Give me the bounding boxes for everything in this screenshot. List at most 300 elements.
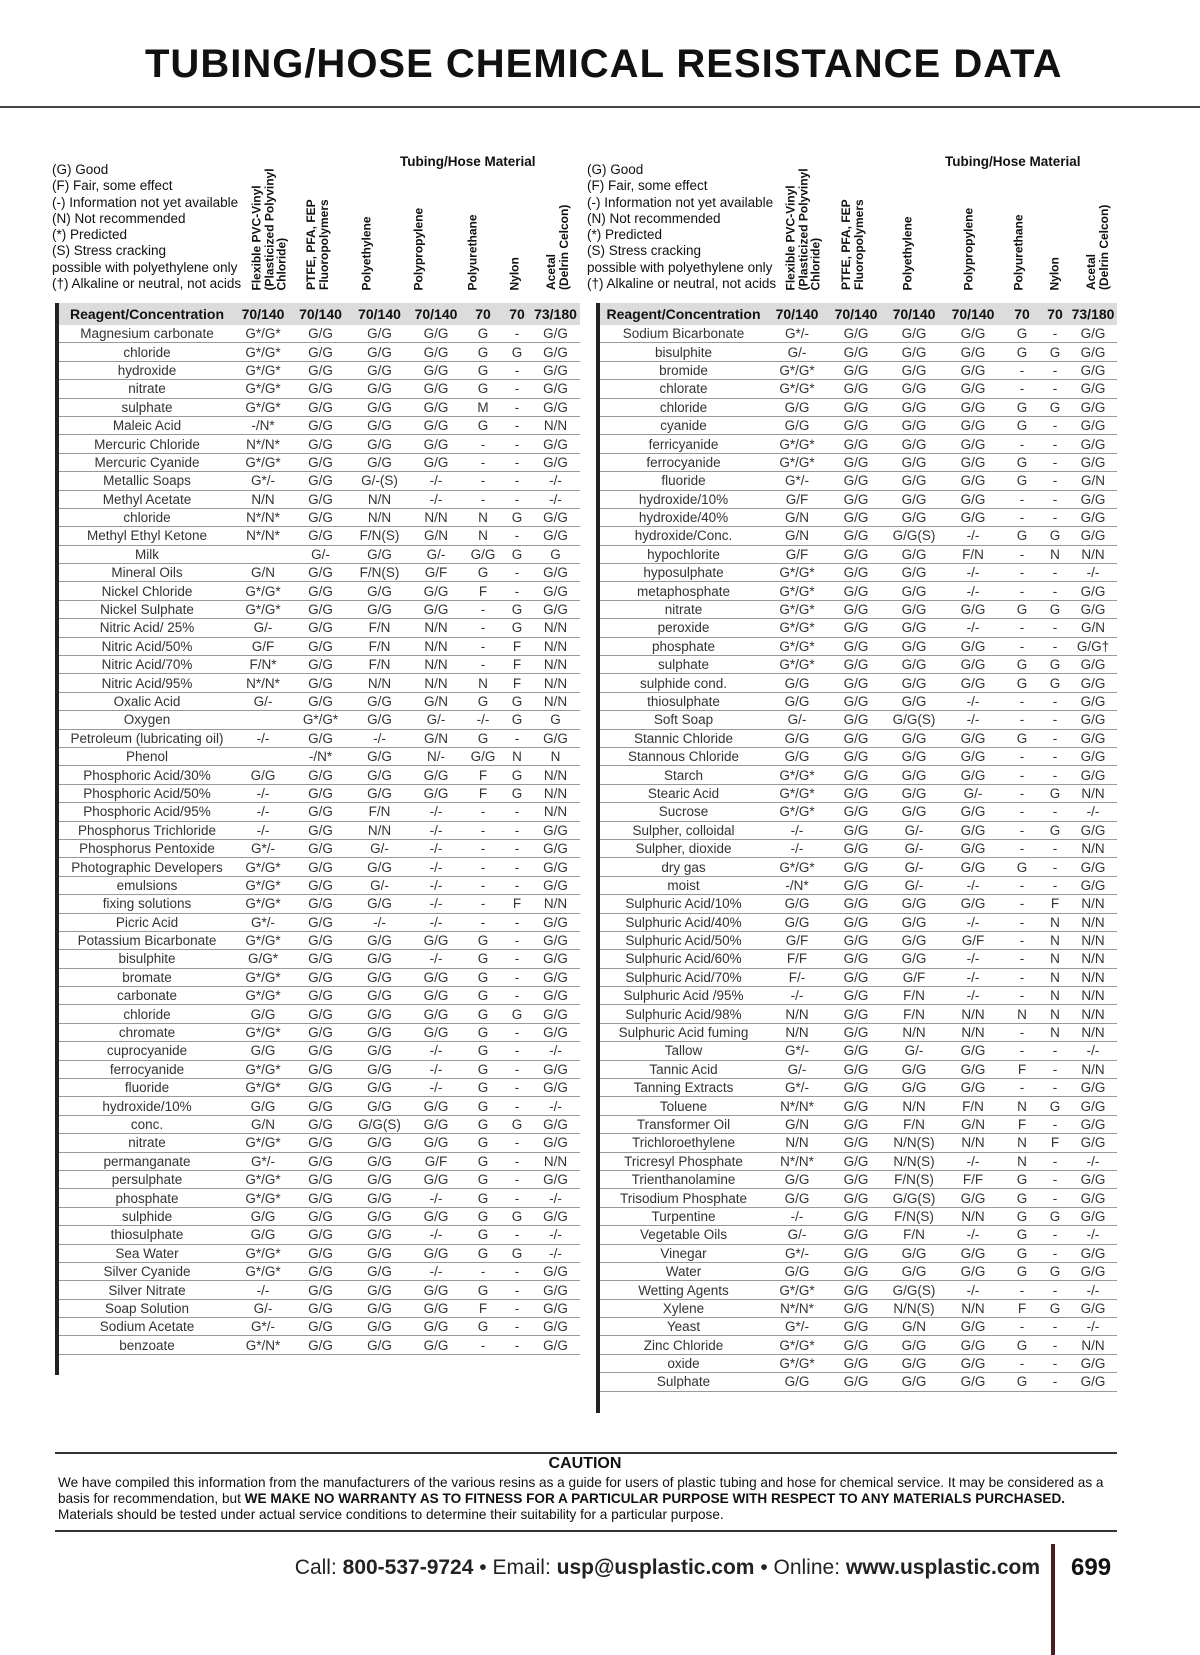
header-reagent: Reagent/Concentration (600, 303, 767, 325)
rating-cell: N (463, 508, 503, 526)
column-header-line: Acetal (1084, 253, 1098, 290)
rating-cell: G/G (827, 1354, 885, 1372)
rating-cell: G/G (885, 656, 943, 674)
rating-cell: G/G (291, 343, 350, 361)
rating-cell: - (1041, 1281, 1069, 1299)
column-header-text (509, 257, 522, 290)
rating-cell: G/G (1069, 1134, 1117, 1152)
reagent-cell: fixing solutions (59, 895, 235, 913)
table-row (59, 1281, 580, 1299)
rating-cell: - (1003, 508, 1041, 526)
rating-cell: G (531, 545, 580, 563)
rating-cell: G/G (291, 913, 350, 931)
rating-cell: N (1003, 1005, 1041, 1023)
rating-cell: G/G (827, 656, 885, 674)
reagent-cell: Photographic Developers (59, 858, 235, 876)
rating-cell: -/- (1069, 1152, 1117, 1170)
table-row (600, 398, 1117, 416)
rating-cell: G/G (531, 913, 580, 931)
reagent-cell: Vinegar (600, 1244, 767, 1262)
rating-cell: F/- (767, 968, 827, 986)
column-header-line: Polyurethane (1011, 213, 1026, 290)
rating-cell: G/G (235, 1005, 291, 1023)
rating-cell: - (463, 839, 503, 857)
rating-cell: G/G (409, 784, 463, 802)
rating-cell: - (463, 656, 503, 674)
table-row (59, 1152, 580, 1170)
rating-cell: G/G (350, 380, 409, 398)
table-row (600, 343, 1117, 361)
reagent-cell: Nitric Acid/95% (59, 674, 235, 692)
rating-cell: G/G (291, 472, 350, 490)
phone-number[interactable]: 800-537-9724 (342, 1556, 474, 1579)
rating-cell: - (1041, 839, 1069, 857)
rating-cell: G/G (827, 711, 885, 729)
rating-cell: G (1003, 343, 1041, 361)
rating-cell: G/G (943, 380, 1003, 398)
reagent-cell: Maleic Acid (59, 416, 235, 434)
rating-cell: N/N (350, 490, 409, 508)
rating-cell: - (1003, 876, 1041, 894)
rating-cell: -/- (943, 876, 1003, 894)
rating-cell: G/G (943, 508, 1003, 526)
rating-cell: G*/G* (235, 1189, 291, 1207)
table-row (600, 821, 1117, 839)
rating-cell: G/F (235, 637, 291, 655)
rating-cell: G/G (885, 895, 943, 913)
reagent-cell: Tannic Acid (600, 1060, 767, 1078)
table-row (600, 895, 1117, 913)
rating-cell: G/G (531, 380, 580, 398)
rating-cell: G/G (350, 1170, 409, 1188)
table-row (600, 747, 1117, 765)
table-row (600, 1134, 1117, 1152)
rating-cell: G (1041, 1299, 1069, 1317)
reagent-cell: conc. (59, 1115, 235, 1133)
rating-cell: G/G (409, 987, 463, 1005)
rating-cell: G/G (350, 950, 409, 968)
rating-cell: G/G (350, 747, 409, 765)
rating-cell: G/G (409, 931, 463, 949)
rating-cell: G/G (291, 637, 350, 655)
rating-cell: G/G (291, 876, 350, 894)
rating-cell: - (1041, 1079, 1069, 1097)
rating-cell: G/G (943, 435, 1003, 453)
column-header-text (413, 207, 426, 290)
rating-cell: G/G (767, 1262, 827, 1280)
rating-cell: - (1003, 950, 1041, 968)
reagent-cell: Methyl Acetate (59, 490, 235, 508)
rating-cell: -/- (409, 1042, 463, 1060)
rating-cell: F (1041, 895, 1069, 913)
rating-cell: G*/G* (235, 600, 291, 618)
rating-cell: G/G (827, 1373, 885, 1391)
rating-cell: G*/G* (767, 1281, 827, 1299)
rating-cell: - (463, 895, 503, 913)
rating-cell: G/G (409, 325, 463, 343)
reagent-cell: Stannic Chloride (600, 729, 767, 747)
table-row (59, 508, 580, 526)
rating-cell: G*/G* (235, 1023, 291, 1041)
rating-cell: F/N* (235, 656, 291, 674)
rating-cell: G/G† (1069, 637, 1117, 655)
rating-cell: N/N (1069, 950, 1117, 968)
reagent-cell: chloride (59, 1005, 235, 1023)
rating-cell: G/G (409, 600, 463, 618)
rating-cell: N/N (235, 490, 291, 508)
rating-cell: G (463, 1281, 503, 1299)
column-header-text (545, 205, 570, 290)
reagent-cell: Magnesium carbonate (59, 325, 235, 343)
legend-line: (S) Stress cracking (587, 243, 702, 259)
table-row (600, 1060, 1117, 1078)
rating-cell: G/G (827, 968, 885, 986)
rating-cell: - (1003, 1281, 1041, 1299)
rating-cell: G/G (885, 325, 943, 343)
table-row (59, 1005, 580, 1023)
rating-cell: G/G (827, 1189, 885, 1207)
table-row (59, 490, 580, 508)
table-row (600, 1023, 1117, 1041)
rating-cell: G/G (885, 619, 943, 637)
rating-cell: G/G (827, 1042, 885, 1060)
rating-cell: G/G (350, 1023, 409, 1041)
rating-cell: G (1041, 656, 1069, 674)
table-row (59, 1115, 580, 1133)
rating-cell: G/G (827, 674, 885, 692)
rating-cell: - (1003, 1318, 1041, 1336)
rating-cell: - (1003, 435, 1041, 453)
table-row (600, 527, 1117, 545)
table-row (600, 472, 1117, 490)
reagent-cell: Mineral Oils (59, 564, 235, 582)
reagent-cell: Nickel Sulphate (59, 600, 235, 618)
rating-cell: G (1003, 858, 1041, 876)
rating-cell: G/G (827, 913, 885, 931)
rating-cell: G*/G* (235, 1134, 291, 1152)
rating-cell: G/G (885, 1244, 943, 1262)
rating-cell: G*/G* (235, 1262, 291, 1280)
rating-cell: G/G (350, 1189, 409, 1207)
reagent-cell: Water (600, 1262, 767, 1280)
rating-cell: - (1003, 1023, 1041, 1041)
rating-cell: G (463, 1170, 503, 1188)
rating-cell: G (1003, 1189, 1041, 1207)
rating-cell: G*/G* (767, 564, 827, 582)
rating-cell: F/F (767, 950, 827, 968)
column-header-line: Fluoropolymers (316, 199, 331, 290)
rating-cell: - (463, 1336, 503, 1354)
table-row (59, 692, 580, 710)
rating-cell: G/G (235, 1226, 291, 1244)
rating-cell: G/G (409, 1023, 463, 1041)
rating-cell: G/G (827, 784, 885, 802)
table-row (59, 950, 580, 968)
legend-line: (F) Fair, some effect (587, 178, 708, 194)
rating-cell: - (1003, 545, 1041, 563)
rating-cell: N/N (531, 416, 580, 434)
rating-cell: G/G (409, 343, 463, 361)
rating-cell: -/- (943, 692, 1003, 710)
rating-cell: - (1041, 361, 1069, 379)
rating-cell: G/G (885, 600, 943, 618)
rating-cell: - (503, 1170, 531, 1188)
rating-cell: G (503, 692, 531, 710)
rating-cell: G/G (291, 1281, 350, 1299)
column-header-line: (Delrin Celcon) (556, 204, 571, 290)
rating-cell: - (503, 1318, 531, 1336)
rating-cell: G*/G* (235, 398, 291, 416)
rating-cell: G*/- (235, 1152, 291, 1170)
rating-cell: G/G (827, 1299, 885, 1317)
rating-cell: G*/- (767, 1244, 827, 1262)
rating-cell: G/G (827, 1134, 885, 1152)
rating-cell: G/G (1069, 1079, 1117, 1097)
rating-cell: G*/G* (235, 380, 291, 398)
rating-cell: G*/G* (767, 637, 827, 655)
rating-cell: -/- (235, 729, 291, 747)
rating-cell: G/G (1069, 1354, 1117, 1372)
column-header-line: Acetal (544, 253, 558, 290)
rating-cell: G*/G* (767, 600, 827, 618)
caution-title: CAUTION (548, 1455, 622, 1472)
table-row (600, 656, 1117, 674)
rating-cell: G (1041, 674, 1069, 692)
rating-cell: G/- (943, 784, 1003, 802)
rating-cell: N/N (1069, 913, 1117, 931)
table-row (600, 987, 1117, 1005)
reagent-cell: ferricyanide (600, 435, 767, 453)
reagent-cell: phosphate (600, 637, 767, 655)
rating-cell: - (503, 987, 531, 1005)
rating-cell: F/N(S) (885, 1207, 943, 1225)
rating-cell: G/G (943, 674, 1003, 692)
rating-cell: F (1003, 1299, 1041, 1317)
rating-cell: G (1003, 656, 1041, 674)
reagent-cell: emulsions (59, 876, 235, 894)
rating-cell: G/G (827, 876, 885, 894)
rating-cell: - (503, 913, 531, 931)
table-row (600, 325, 1117, 343)
rating-cell: -/- (235, 803, 291, 821)
rating-cell: G/F (767, 931, 827, 949)
rating-cell: G/G (463, 545, 503, 563)
rating-cell: N/N (350, 821, 409, 839)
rating-cell: N (1041, 545, 1069, 563)
header-temp: 70 (1003, 303, 1041, 325)
rating-cell: G/G (350, 1134, 409, 1152)
rating-cell: G (463, 1189, 503, 1207)
table-row (600, 839, 1117, 857)
rating-cell: G/G (943, 656, 1003, 674)
rating-cell: - (1041, 380, 1069, 398)
rating-cell: G/G (885, 380, 943, 398)
rating-cell: F (1003, 1060, 1041, 1078)
table-row (600, 1079, 1117, 1097)
rating-cell: G/N (885, 1318, 943, 1336)
rating-cell: - (1041, 637, 1069, 655)
rating-cell: F/N (350, 656, 409, 674)
caution-warranty: WE MAKE NO WARRANTY AS TO FITNESS FOR A PARTICULAR PURPOSE WITH RESPECT TO ANY MATERIALS PURCHASED. (244, 1490, 1066, 1506)
rating-cell: - (503, 1097, 531, 1115)
rating-cell: G/G (885, 674, 943, 692)
rating-cell: G/G (350, 582, 409, 600)
rating-cell: G/G (767, 729, 827, 747)
rating-cell: N (1041, 968, 1069, 986)
rating-cell: G/G (291, 1226, 350, 1244)
website-link[interactable]: www.usplastic.com (845, 1556, 1040, 1579)
caution-text-part: Materials should be tested under actual service conditions to determine their suitability for a particular purpose. (58, 1506, 724, 1522)
rating-cell: G/G (531, 839, 580, 857)
rating-cell: -/- (463, 711, 503, 729)
rating-cell: G/G (531, 950, 580, 968)
rating-cell: G (503, 545, 531, 563)
rating-cell: G/G (827, 1226, 885, 1244)
reagent-cell: sulphide cond. (600, 674, 767, 692)
header-temp: 70/140 (350, 303, 409, 325)
rating-cell: F/N(S) (885, 1170, 943, 1188)
rating-cell: G/G (531, 1005, 580, 1023)
reagent-cell: Vegetable Oils (600, 1226, 767, 1244)
rating-cell: -/- (943, 1226, 1003, 1244)
table-row (600, 1336, 1117, 1354)
rating-cell: G/N (409, 692, 463, 710)
table-row (59, 987, 580, 1005)
rating-cell: G*/G* (767, 766, 827, 784)
rating-cell: - (503, 453, 531, 471)
rating-cell: G/G (350, 1152, 409, 1170)
rating-cell: - (1003, 766, 1041, 784)
rating-cell: -/- (409, 1189, 463, 1207)
rating-cell: G*/G* (291, 711, 350, 729)
column-header-line: Polyethylene (359, 215, 374, 290)
reagent-cell: Sulphuric Acid/10% (600, 895, 767, 913)
reagent-cell: Starch (600, 766, 767, 784)
rating-cell: F (503, 895, 531, 913)
rating-cell: - (1041, 692, 1069, 710)
rating-cell: G/F (409, 564, 463, 582)
rating-cell: G/G (350, 1060, 409, 1078)
rating-cell: N/N (350, 674, 409, 692)
reagent-cell: Sulpher, dioxide (600, 839, 767, 857)
table-row (59, 416, 580, 434)
column-header-line: Polyethylene (900, 215, 915, 290)
caution-text-part: We have compiled this information from the manufacturers of the various resins as a guide for users of plastic tubing and hose for chemical service. It may be considered as a basis for recommendation, but (58, 1475, 1104, 1506)
rating-cell: G/G (827, 1170, 885, 1188)
rating-cell: -/- (235, 1281, 291, 1299)
rating-cell: G*/- (235, 472, 291, 490)
rating-cell: G/G (943, 1079, 1003, 1097)
reagent-cell: fluoride (59, 1079, 235, 1097)
reagent-cell: hydroxide (59, 361, 235, 379)
rating-cell: G/G (291, 508, 350, 526)
rating-cell (235, 711, 291, 729)
rating-cell: G*/G* (235, 876, 291, 894)
rating-cell: F (463, 784, 503, 802)
rating-cell: G/G (827, 343, 885, 361)
email-link[interactable]: usp@usplastic.com (556, 1556, 755, 1579)
rating-cell: G (1003, 325, 1041, 343)
legend-line: (†) Alkaline or neutral, not acids (52, 276, 242, 292)
table-row (59, 656, 580, 674)
rating-cell: G/G (885, 1354, 943, 1372)
online-separator: • Online: (754, 1556, 846, 1579)
rating-cell: -/- (943, 527, 1003, 545)
reagent-cell: Petroleum (lubricating oil) (59, 729, 235, 747)
table-row (600, 1115, 1117, 1133)
table-row (600, 1299, 1117, 1317)
rating-cell: N/N (885, 1023, 943, 1041)
rating-cell: G/G (291, 1207, 350, 1225)
rating-cell: G/G (291, 527, 350, 545)
reagent-cell: Nickel Chloride (59, 582, 235, 600)
rating-cell: G/G (827, 508, 885, 526)
rating-cell: G/G (1069, 1170, 1117, 1188)
rating-cell: F (463, 766, 503, 784)
rating-cell: N/N (1069, 1005, 1117, 1023)
rating-cell: - (1003, 968, 1041, 986)
rating-cell: G/G (943, 637, 1003, 655)
column-header-text (785, 168, 823, 290)
table-row (59, 472, 580, 490)
table-row (59, 766, 580, 784)
rating-cell: N*/N* (767, 1152, 827, 1170)
table-row (600, 619, 1117, 637)
right-resistance-table (600, 303, 1117, 1392)
rating-cell: G (463, 380, 503, 398)
table-row (59, 1262, 580, 1280)
rating-cell: -/- (943, 968, 1003, 986)
rating-cell: G/G (885, 803, 943, 821)
column-header-line: PTFE, PFA, FEP (839, 199, 853, 290)
rating-cell: G/G (531, 1281, 580, 1299)
rating-cell: G/G (827, 839, 885, 857)
rating-cell: G/G (350, 361, 409, 379)
rating-cell: - (1041, 1170, 1069, 1188)
reagent-cell: Phosphorus Trichloride (59, 821, 235, 839)
rating-cell: G (1003, 1207, 1041, 1225)
rating-cell: G/G (827, 416, 885, 434)
reagent-cell: hydroxide/10% (600, 490, 767, 508)
rating-cell: - (1041, 1354, 1069, 1372)
table-row (59, 1207, 580, 1225)
rating-cell: G (503, 1115, 531, 1133)
rating-cell: - (503, 1226, 531, 1244)
table-row (600, 766, 1117, 784)
rating-cell: N/N (1069, 931, 1117, 949)
rating-cell: G/G (531, 1060, 580, 1078)
rating-cell: G/G (1069, 398, 1117, 416)
rating-cell: - (503, 839, 531, 857)
rating-cell: G/G (1069, 656, 1117, 674)
column-header-line: Nylon (1047, 256, 1062, 290)
rating-cell: G/G (409, 361, 463, 379)
rating-cell: G (503, 508, 531, 526)
rating-cell: G/G (291, 619, 350, 637)
rating-cell: G/G (350, 1262, 409, 1280)
table-row (600, 1097, 1117, 1115)
rating-cell: -/- (1069, 1281, 1117, 1299)
rating-cell: G/G (827, 1152, 885, 1170)
rating-cell: - (1003, 987, 1041, 1005)
rating-cell: - (1041, 435, 1069, 453)
reagent-cell: Sulphuric Acid/50% (600, 931, 767, 949)
rating-cell: G (463, 343, 503, 361)
rating-cell: - (1003, 1042, 1041, 1060)
reagent-cell: bisulphite (600, 343, 767, 361)
reagent-cell: cuprocyanide (59, 1042, 235, 1060)
rating-cell: N/N (531, 895, 580, 913)
